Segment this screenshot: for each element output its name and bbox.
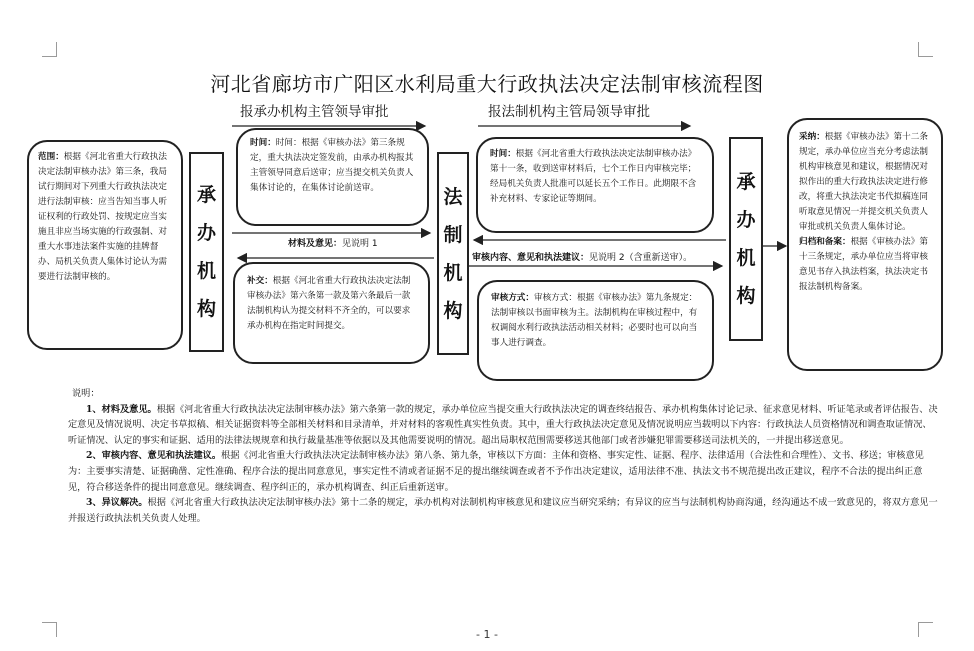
method-label: 审核方式： — [491, 293, 534, 303]
archive-text: 根据《审核办法》第十三条规定，承办单位应当将审核意见书存入执法档案，执法决定书报法制机构备案。 — [799, 237, 928, 292]
supplement-label: 补交： — [247, 276, 273, 286]
time-right-text: 根据《河北省重大行政执法决定法制审核办法》第十一条，收到送审材料后，七个工作日内审核完毕；经局机关负责人批准可以延长五个工作日。此期限不含补充材料、专家论证等期间。 — [490, 149, 697, 204]
method-text: 审核方式：根据《审核办法》第九条规定：法制审核以书面审核为主。法制机构在审核过程中，有权调阅水利行政执法活动相关材料；必要时也可以向当事人进行调查。 — [491, 293, 698, 348]
time-left-text: 时间：根据《审核办法》第三条规定，重大执法决定签发前，由承办机构报其主管领导同意后送审；应当提交机关负责人集体讨论的，在集体讨论前送审。 — [250, 138, 414, 193]
adopt-text: 根据《审核办法》第十二条规定，承办单位应当充分考虑法制机构审核意见和建议，根据情况对拟作出的重大行政执法决定进行修改，将重大执法决定书代拟稿连同听取意见情况一并提交机关负责人审批或机关负责人集体讨论。 — [799, 132, 928, 232]
note-1: 1、材料及意见。根据《河北省重大行政执法决定法制审核办法》第六条第一款的规定，承办单位应当提交重大行政执法决定的调查终结报告、承办机构集体讨论记录、征求意见材料、听证笔录或者评估报告、决定意见及情况说明、决定书草拟稿、相关证据资料等全部相关材料和目录清单，并对材料的客观性真实性负责。其中，重大行政执法决定意见及情况说明应当载明以下内容：行政执法人员资格情况和调查取证情况、听证情况、认定的事实和证据、适用的法律法规规章和执行裁量基准等依据以及其他需要说明的情况。超出局职权范围需要移送其他部门或者涉嫌犯罪需要移送司法机关的，一并提出移送意见。 — [68, 403, 938, 446]
archive-label: 归档和备案： — [799, 237, 851, 247]
scope-label: 范围： — [38, 152, 64, 162]
page-title: 河北省廊坊市广阳区水利局重大行政执法决定法制审核流程图 — [210, 72, 764, 96]
adopt-label: 采纳： — [799, 132, 825, 142]
top-label-left: 报承办机构主管领导审批 — [240, 104, 389, 120]
time-box-left — [236, 128, 429, 226]
undertaking-agency-left: 承 办 机 构 — [189, 152, 224, 352]
top-label-right: 报法制机构主管局领导审批 — [488, 104, 650, 120]
scope-text: 根据《河北省重大行政执法决定法制审核办法》第三条，我局试行期间对下列重大行政执法决定进行法制审核：应当告知当事人听证权利的行政处罚、按规定应当实施且非应当场实施的行政强制、对重大水事违法案件实施的挂牌督办、局机关负责人集体讨论认为需要进行法制审核的。 — [38, 152, 167, 282]
legal-agency-center: 法 制 机 构 — [437, 152, 469, 355]
time-box-right — [476, 137, 714, 233]
note-2: 2、审核内容、意见和执法建议。根据《河北省重大行政执法决定法制审核办法》第八条、第九条，审核以下方面：主体和资格、事实定性、证据、程序、法律适用（合法性和合理性）、文书、移送；审核意见为：主要事实清楚、证据确凿、定性准确、程序合法的提出同意意见，事实定性不清或者证据不足的提出继续调查或者不予作出决定建议，适用法律不准、执法文书不规范提出改正建议，程序不合法的提出纠正意见，符合移送条件的提出同意意见。继续调查、程序纠正的，承办机构调查、纠正后重新送审。 — [68, 450, 924, 493]
page-number: - 1 - — [476, 628, 498, 641]
supplement-text: 根据《河北省重大行政执法决定法制审核办法》第六条第一款及第六条最后一款法制机构认为提交材料不齐全的，可以要求承办机构在指定时间提交。 — [247, 276, 411, 331]
adopt-archive-box — [787, 118, 943, 371]
undertaking-agency-right: 承 办 机 构 — [729, 137, 763, 341]
scope-box — [27, 140, 183, 350]
supplement-box — [233, 262, 430, 364]
notes-heading: 说明： — [72, 388, 100, 399]
review-method-box — [477, 280, 714, 381]
review-label: 审核内容、意见和执法建议：见说明 2（含重新送审）。 — [472, 253, 693, 263]
time-right-label: 时间： — [490, 149, 516, 159]
note-3: 3、异议解决。根据《河北省重大行政执法决定法制审核办法》第十二条的规定，承办机构对法制机构审核意见和建议应当研究采纳；有异议的应当与法制机构协商沟通，经沟通达不成一致意见的，将双方意见一并报送行政执法机关负责人处理。 — [68, 497, 938, 524]
materials-label: 材料及意见：见说明 1 — [288, 239, 378, 249]
time-left-label: 时间： — [250, 138, 276, 148]
notes-section — [68, 386, 938, 526]
